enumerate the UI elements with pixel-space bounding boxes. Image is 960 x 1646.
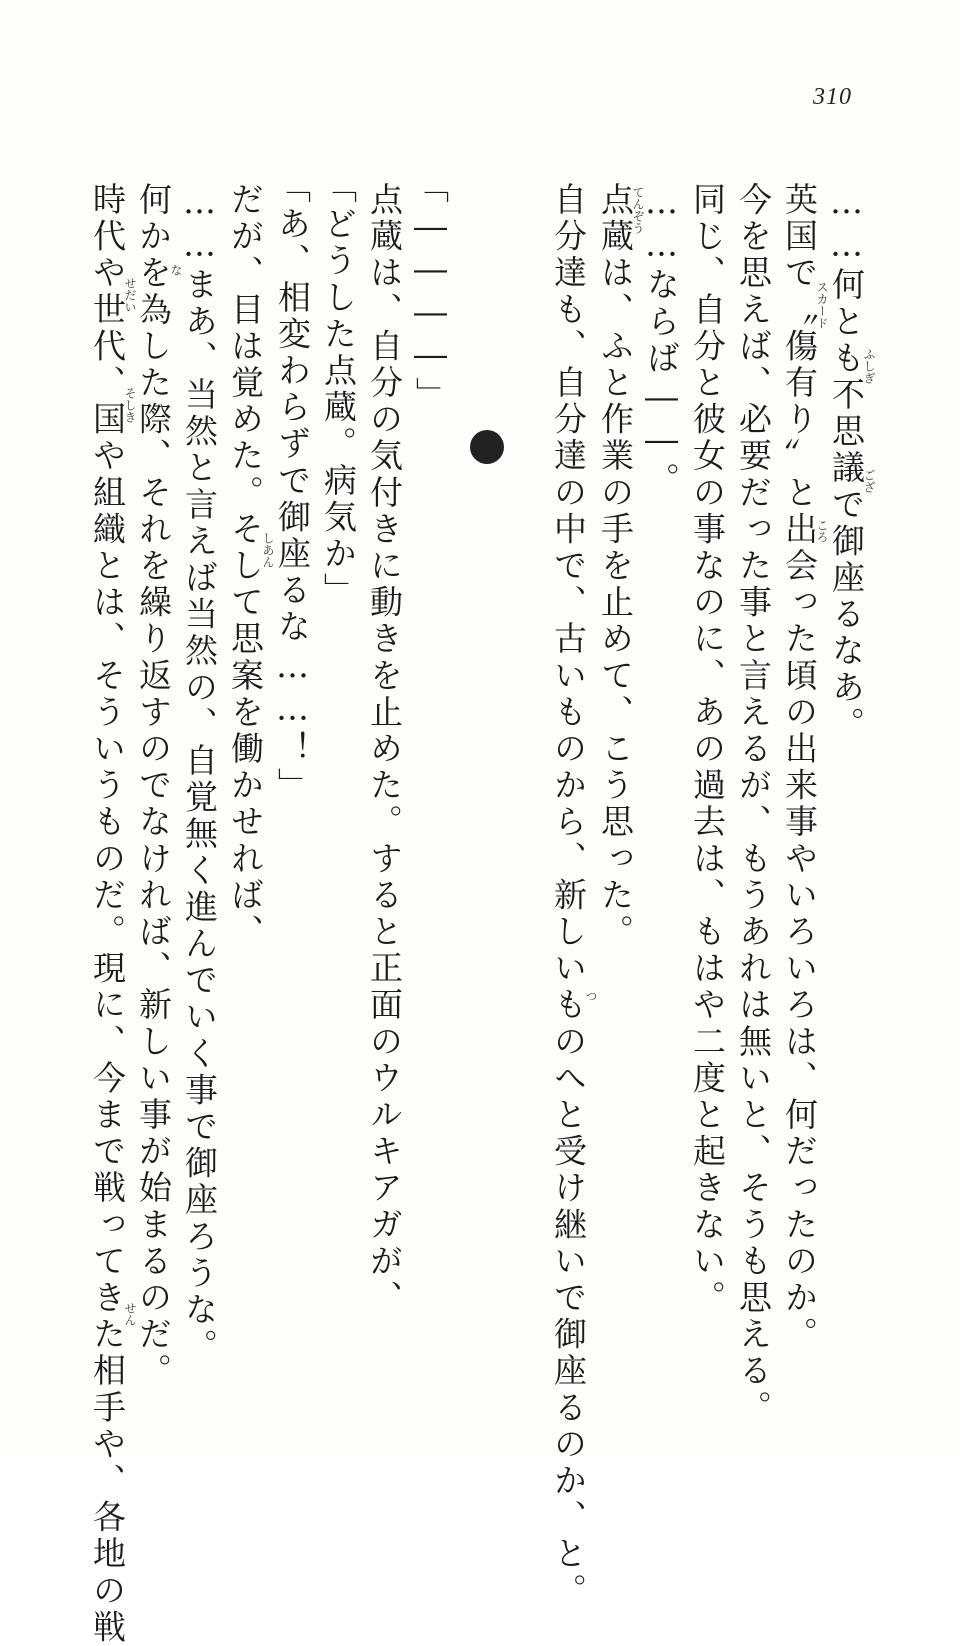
text-column-4: 同じ、自分と彼女の事なのに、あの過去は、もはや二度と起きない。	[688, 182, 727, 1317]
text-column-5: ……ならば――。	[642, 182, 681, 499]
page-number: 310	[813, 84, 852, 110]
text-column-1: ……何とも不思議で御座るなあ。	[827, 182, 866, 743]
ruby-tsu: つ	[584, 990, 598, 1002]
ruby-shian: しあん	[261, 532, 275, 568]
ruby-na: な	[169, 264, 183, 276]
text-column-10: 「どうした点蔵。病気か」	[319, 170, 358, 610]
ruby-sedai: せだい	[123, 277, 137, 313]
text-column-8: 「――――」	[411, 170, 450, 414]
section-break-dot	[470, 430, 504, 464]
ruby-goza: ござ	[862, 469, 876, 493]
ruby-fushigi: ふしぎ	[862, 348, 876, 384]
text-column-2: 英国で〝傷有り〟と出会った頃の出来事やいろいろは、何だったのか。	[780, 182, 819, 1354]
text-column-3: 今を思えば、必要だった事と言えるが、もうあれは無いと、そうも思える。	[734, 182, 773, 1427]
text-column-6: 点蔵は、ふと作業の手を止めて、こう思った。	[596, 182, 635, 951]
text-column-9: 点蔵は、自分の気付きに動きを止めた。すると正面のウルキアガが、	[365, 182, 404, 1317]
text-column-7: 自分達も、自分達の中で、古いものから、新しいものへと受け継いで御座るのか、と。	[549, 182, 588, 1610]
text-column-15: 時代や世代、国や組織とは、そういうものだ。現に、今まで戦ってきた相手や、各地の戦	[88, 182, 127, 1646]
text-column-14: 何かを為した際、それを繰り返すのでなければ、新しい事が始まるのだ。	[134, 182, 173, 1390]
ruby-sen: せん	[123, 1302, 137, 1326]
ruby-soshiki: そしき	[123, 387, 137, 423]
text-column-11: 「あ、相変わらずで御座るな……！」	[273, 170, 312, 805]
text-column-12: だが、目は覚めた。そして思案を働かせれば、	[226, 182, 265, 951]
ruby-scarred: スカード	[815, 281, 829, 329]
ruby-koro: ころ	[815, 519, 829, 543]
text-column-13: ……まあ、当然と言えば当然の、自覚無く進んでいく事で御座ろうな。	[180, 182, 219, 1366]
ruby-tenzou: てんぞう	[631, 186, 645, 234]
